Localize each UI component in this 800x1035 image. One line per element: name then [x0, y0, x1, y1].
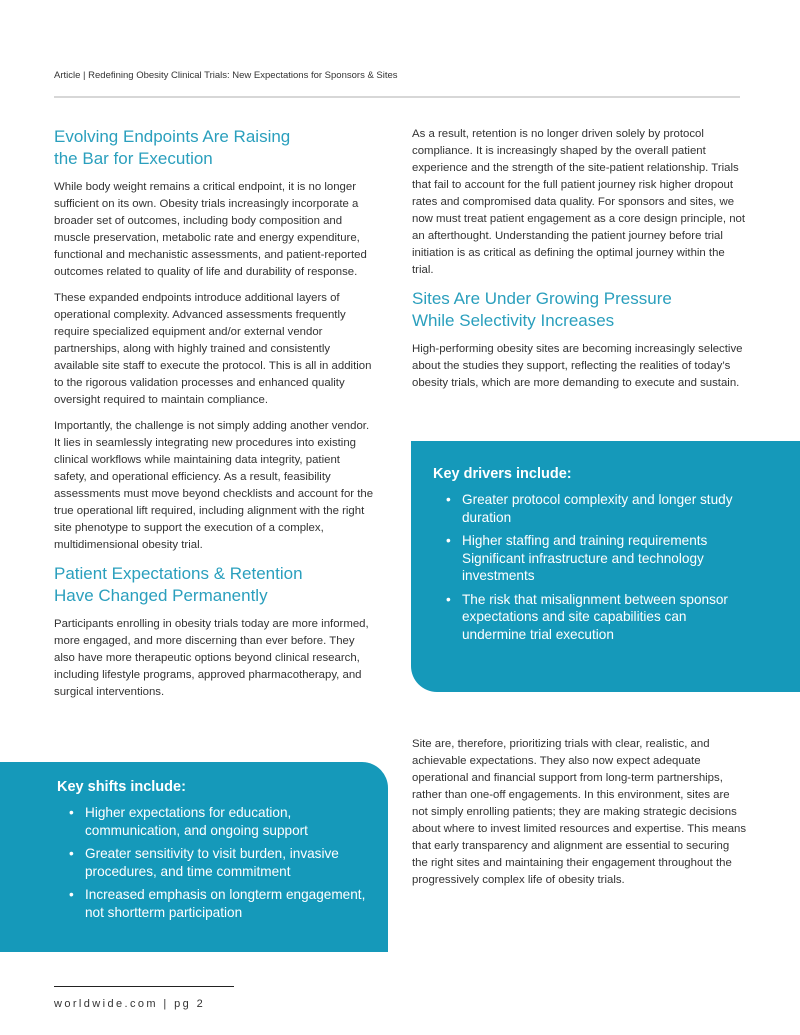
heading-line: While Selectivity Increases [412, 310, 615, 330]
key-drivers-title: Key drivers include: [433, 466, 572, 482]
footer-page-label: worldwide.com | pg 2 [54, 998, 206, 1010]
key-drivers-box [411, 441, 800, 692]
heading-line: Have Changed Permanently [54, 585, 268, 605]
heading-line: Sites Are Under Growing Pressure [412, 289, 672, 308]
paragraph: These expanded endpoints introduce additional layers of operational complexity. Advanced assessments frequently require specialized equipment and/or external vendor partnerships, along with highly trained and consistently available site staff to execute the protocol. This is all in addition to the rigorous validation processes and enhanced quality oversight required to maintain compliance. [54, 292, 372, 406]
list-item: • Increased emphasis on longterm engagement, not shortterm participation [67, 886, 377, 921]
list-item: • Greater sensitivity to visit burden, invasive procedures, and time commitment [67, 845, 377, 880]
paragraph: As a result, retention is no longer driven solely by protocol compliance. It is increasingly shaped by the overall patient experience and the strength of the site-patient relationship. Trials that fail to account for the full patient journey risk higher dropout rates and compromised data quality. For sponsors and sites, we now must treat patient engagement as a core design principle, not an afterthought. Understanding the patient journey before trial initiation is as critical as defining the optimal journey within the trial. [412, 128, 746, 276]
heading-patient-expectations [54, 563, 374, 606]
right-column [412, 126, 748, 401]
heading-evolving-endpoints [54, 126, 374, 169]
footer-divider [54, 986, 234, 987]
paragraph: Importantly, the challenge is not simply adding another vendor. It lies in seamlessly integrating new procedures into existing clinical workflows while maintaining data integrity, patient safety, and operational efficiency. As a result, feasibility assessments must move beyond checklists and account for the true operational lift required, including alignment with the right site phenotype to support the execution of a complex, multidimensional obesity trial. [54, 420, 374, 551]
key-shifts-title: Key shifts include: [57, 779, 186, 795]
header-divider [54, 96, 740, 98]
paragraph: Participants enrolling in obesity trials today are more informed, more engaged, and more discerning than ever before. They also have more therapeutic options beyond clinical research, including lifestyle programs, approved pharmacotherapy, and surgical interventions. [54, 618, 369, 698]
list-item: • The risk that misalignment between sponsor expectations and site capabilities can undermine trial execution [444, 591, 734, 644]
list-item: • Greater protocol complexity and longer study duration [444, 491, 734, 526]
key-shifts-box [0, 762, 388, 952]
heading-line: Patient Expectations & Retention [54, 564, 303, 583]
list-item: • Higher expectations for education, communication, and ongoing support [67, 804, 377, 839]
key-drivers-list [444, 491, 734, 649]
heading-sites-pressure [412, 288, 748, 331]
heading-line: Evolving Endpoints Are Raising [54, 127, 291, 146]
article-header: Article | Redefining Obesity Clinical Trials: New Expectations for Sponsors & Sites [54, 70, 398, 81]
paragraph: Site are, therefore, prioritizing trials with clear, realistic, and achievable expectations. They also now expect adequate operational and financial support from long-term partnerships, rather than one-off engagements. In this environment, sites are not simply enrolling patients; they are making strategic decisions about where to invest limited resources and expertise. This means that early transparency and alignment are essential to securing the right sites and maintaining their engagement throughout the progressively complex life of obesity trials. [412, 738, 747, 886]
heading-line: the Bar for Execution [54, 148, 213, 168]
right-bottom-text [412, 736, 748, 898]
key-shifts-list [67, 804, 377, 927]
list-item: • Higher staffing and training requirements Significant infrastructure and technology investments [444, 532, 734, 585]
paragraph: High-performing obesity sites are becoming increasingly selective about the studies they support, reflecting the realities of today’s obesity trials, which are more demanding to execute and sustain. [412, 343, 743, 389]
left-column [54, 126, 374, 710]
paragraph: While body weight remains a critical endpoint, it is no longer sufficient on its own. Obesity trials increasingly incorporate a broader set of outcomes, including body composition and muscle preservation, metabolic rate and energy expenditure, functional and mechanistic assessments, and patient-reported outcomes related to quality of life and durability of response. [54, 181, 367, 278]
